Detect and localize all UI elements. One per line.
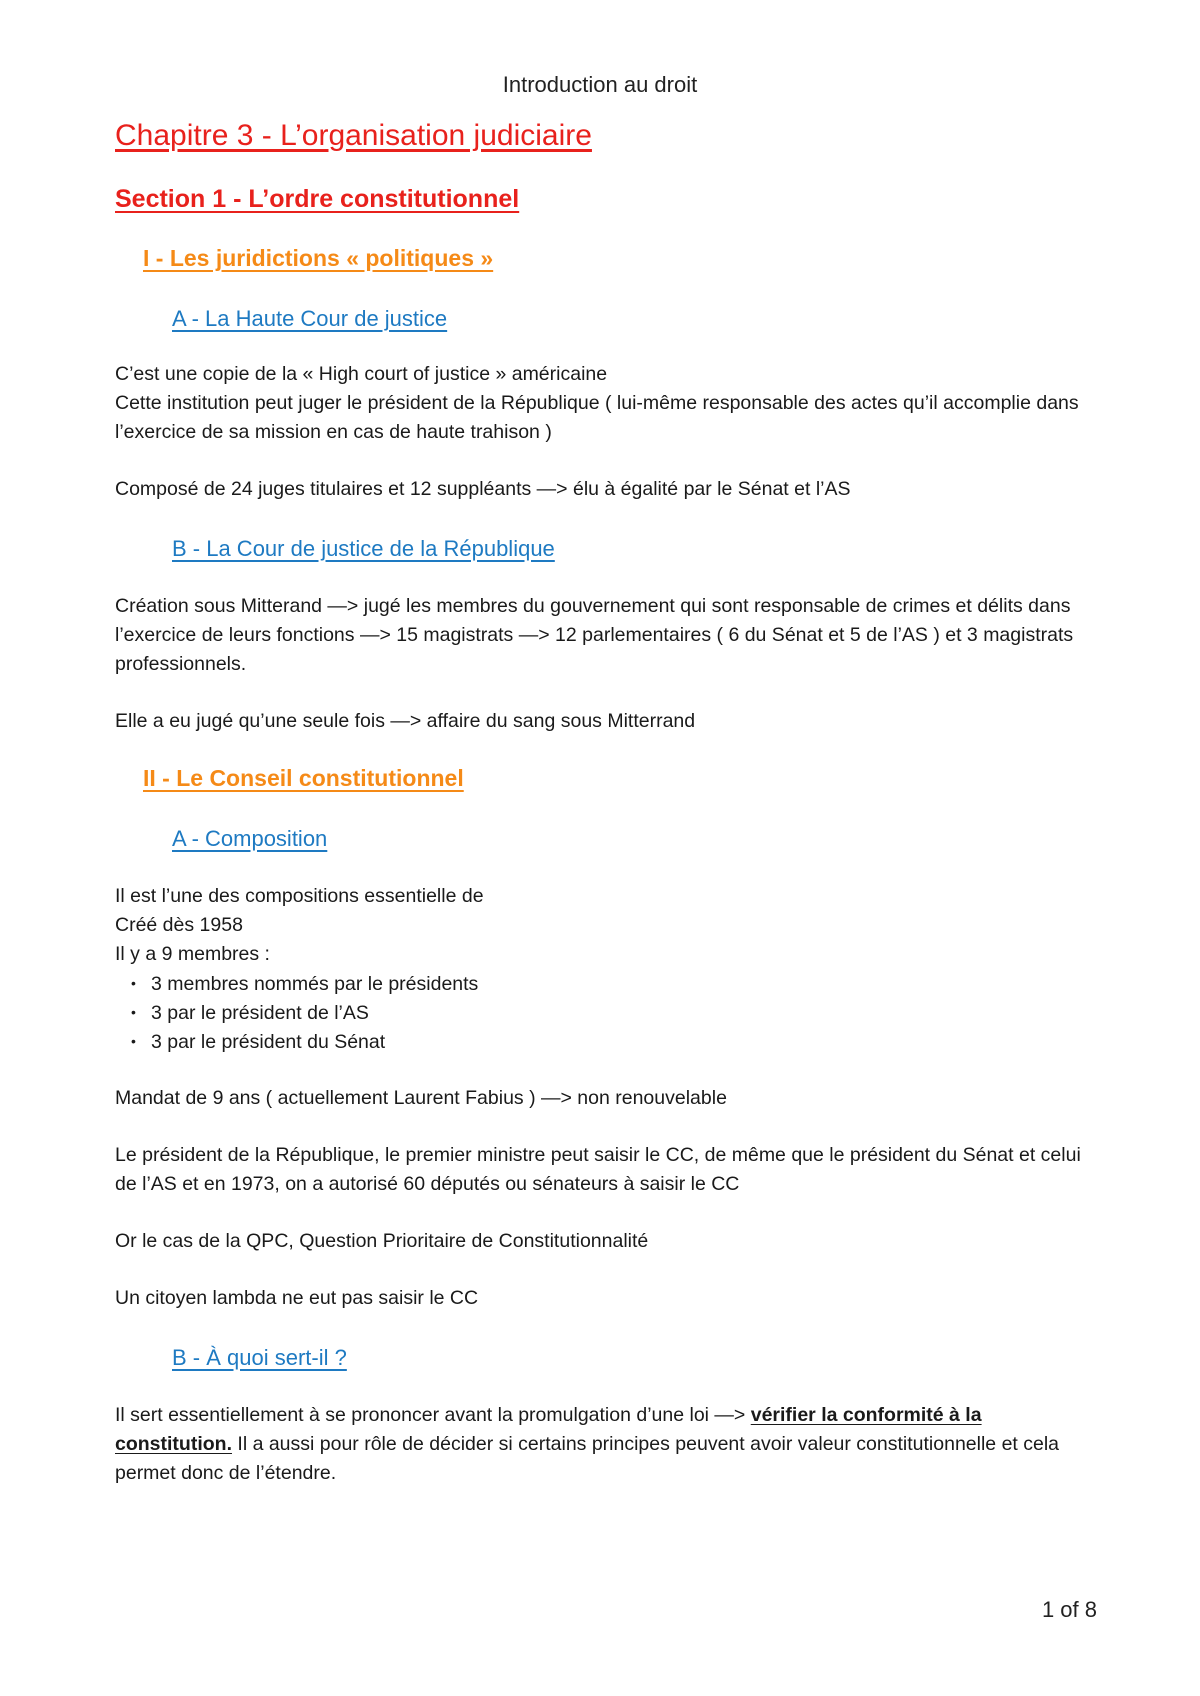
composition-block xyxy=(115,882,1095,1056)
qpc-line: Or le cas de la QPC, Question Prioritaire de Constitutionnalité xyxy=(115,1230,649,1252)
haute-cour-line-2: Cette institution peut juger le président de la République ( lui-même responsable des actes qu’il accomplie dans l’exercice de sa mission en cas de haute trahison ) xyxy=(115,392,1079,443)
role-text-before: Il sert essentiellement à se prononcer avant la promulgation d’une loi —> xyxy=(115,1404,751,1426)
role-text-emphasis: vérifier la conformité à la constitution. xyxy=(115,1404,982,1455)
page-number: 1 of 8 xyxy=(1041,1597,1097,1622)
list-item: • 3 par le président du Sénat xyxy=(131,1027,1095,1056)
bullet-icon: • xyxy=(131,1004,136,1020)
part-1-sub-a-title: A - La Haute Cour de justice xyxy=(172,306,448,331)
part-2-sub-b-title: B - À quoi sert-il ? xyxy=(172,1345,347,1370)
part-2-sub-a-title: A - Composition xyxy=(172,826,328,851)
part-1-title: I - Les juridictions « politiques » xyxy=(143,245,494,271)
haute-cour-composition: Composé de 24 juges titulaires et 12 suppléants —> élu à égalité par le Sénat et l’AS xyxy=(115,478,851,500)
haute-cour-line-1: C’est une copie de la « High court of justice » américaine xyxy=(115,363,608,385)
haute-cour-block xyxy=(115,360,1095,447)
part-2-title: II - Le Conseil constitutionnel xyxy=(143,765,464,791)
chapter-title: Chapitre 3 - L’organisation judiciaire xyxy=(115,119,592,152)
cour-justice-para-2: Elle a eu jugé qu’une seule fois —> affaire du sang sous Mitterrand xyxy=(115,710,696,732)
part-1-sub-b-title: B - La Cour de justice de la République xyxy=(172,536,555,561)
role-para xyxy=(115,1401,1095,1488)
section-title: Section 1 - L’ordre constitutionnel xyxy=(115,185,520,213)
list-item: • 3 membres nommés par le présidents xyxy=(131,969,1095,998)
members-list xyxy=(115,969,1095,1056)
mandat-line: Mandat de 9 ans ( actuellement Laurent Fabius ) —> non renouvelable xyxy=(115,1087,727,1109)
role-text-after: Il a aussi pour rôle de décider si certains principes peuvent avoir valeur constitutionnelle et cela permet donc de l’étendre. xyxy=(115,1433,1060,1484)
composition-line-2: Créé dès 1958 xyxy=(115,914,243,936)
composition-line-3: Il y a 9 membres : xyxy=(115,943,270,965)
cour-justice-para-1: Création sous Mitterand —> jugé les membres du gouvernement qui sont responsable de crimes et délits dans l’exercice de leurs fonctions —> 15 magistrats —> 12 parlementaires ( 6 du Sénat et 5 de l’AS ) et 3 magistrats professionnels. xyxy=(115,595,1074,675)
composition-line-1: Il est l’une des compositions essentielle de xyxy=(115,885,484,907)
page-content xyxy=(115,116,1095,1488)
saisine-para: Le président de la République, le premier ministre peut saisir le CC, de même que le président du Sénat et celui de l’AS et en 1973, on a autorisé 60 députés ou sénateurs à saisir le CC xyxy=(115,1144,1081,1195)
running-header: Introduction au droit xyxy=(502,72,698,97)
citoyen-line: Un citoyen lambda ne eut pas saisir le CC xyxy=(115,1287,479,1309)
bullet-icon: • xyxy=(131,1033,136,1049)
bullet-icon: • xyxy=(131,975,136,991)
list-item: • 3 par le président de l’AS xyxy=(131,998,1095,1027)
